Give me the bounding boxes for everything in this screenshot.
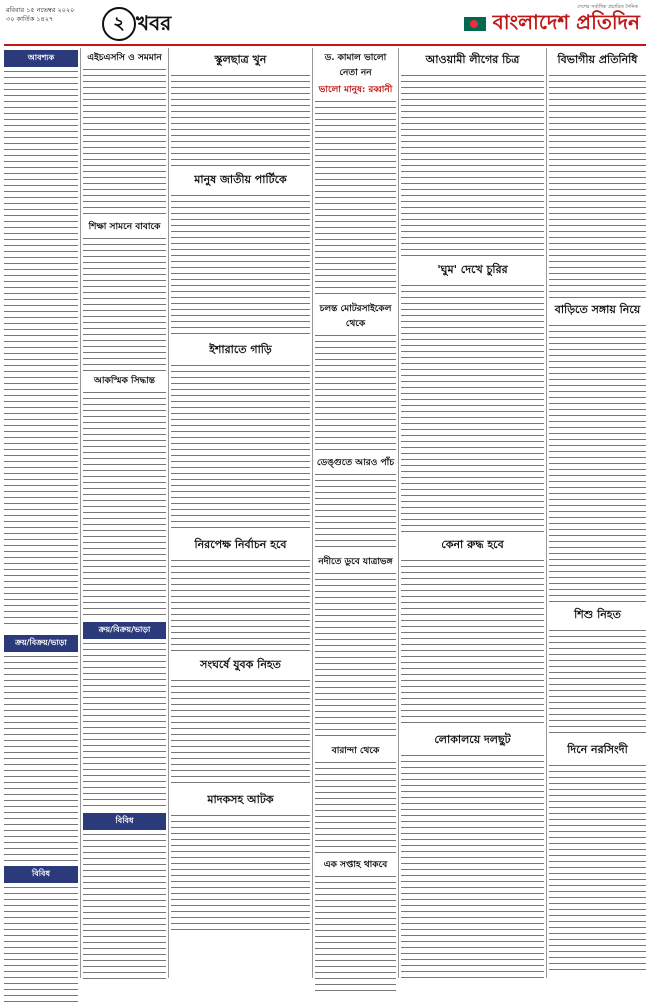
- article-body: [401, 753, 544, 983]
- article-body: [401, 73, 544, 258]
- classified-text: [4, 885, 78, 1003]
- flag-icon: [464, 17, 486, 31]
- brand-name: বাংলাদেশ প্রতিদিন: [492, 10, 640, 34]
- article-headline: স্কুলছাত্র খুন: [214, 53, 267, 66]
- article-headline: দিনে নরসিংদী: [567, 743, 628, 756]
- classified-heading: বিবিধ: [4, 866, 78, 883]
- article-body: [401, 558, 544, 728]
- article-headline: এক সপ্তাহ থাকবে: [323, 860, 388, 870]
- article-headline: নদীতে ডুবে যাত্রাভঙ্গ: [318, 557, 393, 567]
- column-2: [83, 48, 166, 982]
- article-headline: মানুষ জাতীয় পার্টিকে: [194, 173, 287, 186]
- article-headline: আওয়ামী লীগের চিত্র: [425, 53, 520, 66]
- article-body: [549, 763, 646, 973]
- article-headline: বাড়িতে সঙ্গায় নিয়ে: [554, 303, 641, 316]
- article-body: [549, 628, 646, 738]
- column-rule: [80, 48, 81, 978]
- article-headline: 'ঘুম' দেখে চুরির: [437, 263, 508, 276]
- article-body: [171, 73, 310, 168]
- article-body: [171, 678, 310, 788]
- column-4: [315, 48, 396, 994]
- article-body: [549, 73, 646, 298]
- classified-text: [83, 641, 166, 811]
- classified-heading: ক্রয়/বিক্রয়/ভাড়া: [4, 635, 78, 652]
- column-5: [401, 48, 544, 983]
- article-headline: মাদকসহ আটক: [207, 793, 274, 806]
- brand-logo: [464, 8, 640, 41]
- article-body: [171, 813, 310, 933]
- column-rule: [312, 48, 313, 978]
- classified-text: [4, 654, 78, 864]
- article-headline: সংঘর্ষে যুবক নিহত: [200, 658, 281, 671]
- article-body: [171, 363, 310, 533]
- article-subheadline: ভালো মানুষ: রব্বানী: [318, 85, 393, 95]
- column-3: [171, 48, 310, 933]
- page-number-badge: ২: [102, 7, 136, 41]
- article-headline: শিক্ষা সামনে বাবাকে: [88, 222, 161, 232]
- article-body: [83, 236, 166, 371]
- column-classifieds: [4, 48, 78, 1003]
- article-body: [315, 99, 396, 299]
- article-body: [549, 323, 646, 603]
- section-title: খবর: [136, 11, 172, 35]
- article-headline: ইশারাতে গাড়ি: [209, 343, 272, 356]
- article-body: [83, 67, 166, 217]
- classified-text: [83, 832, 166, 982]
- article-body: [83, 390, 166, 620]
- article-headline: চলন্ত মোটরসাইকেল থেকে: [319, 304, 392, 329]
- column-rule: [546, 48, 547, 978]
- classified-heading: আবশ্যক: [4, 50, 78, 67]
- article-headline: ডেঙ্গুতে আরও পাঁচ: [316, 458, 395, 468]
- article-body: [401, 283, 544, 533]
- article-headline: লোকালয়ে দলছুট: [434, 733, 511, 746]
- article-body: [171, 558, 310, 653]
- article-body: [315, 571, 396, 741]
- article-headline: বারান্দা থেকে: [331, 746, 380, 756]
- date-line-2: ৩০ কার্তিক ১৪২৭: [6, 15, 54, 23]
- date-line-1: রবিবার ১৫ নভেম্বর ২০২০: [6, 6, 75, 14]
- article-headline: শিশু নিহত: [574, 608, 621, 621]
- column-6: [549, 48, 646, 973]
- article-headline: ড. কামাল ভালো নেতা নন: [324, 53, 387, 78]
- classified-heading: ক্রয়/বিক্রয়/ভাড়া: [83, 622, 166, 639]
- article-body: [315, 874, 396, 994]
- article-headline: এইচএসসি ও সমমান: [87, 53, 162, 63]
- article-headline: বিভাগীয় প্রতিনিধি: [557, 53, 638, 66]
- article-headline: আকস্মিক সিদ্ধান্ত: [94, 376, 155, 386]
- masthead: [4, 4, 646, 46]
- article-body: [315, 760, 396, 855]
- article-body: [315, 333, 396, 453]
- column-rule: [398, 48, 399, 978]
- column-rule: [168, 48, 169, 978]
- article-headline: কেনা রুদ্ধ হবে: [441, 538, 504, 551]
- date-box: [6, 6, 74, 24]
- article-body: [315, 472, 396, 552]
- brand-tagline: দেশের সর্বাধিক প্রচারিত দৈনিক: [577, 4, 638, 10]
- classified-text: [4, 69, 78, 629]
- classified-heading: বিবিধ: [83, 813, 166, 830]
- article-headline: নিরপেক্ষ নির্বাচন হবে: [194, 538, 287, 551]
- article-body: [171, 193, 310, 338]
